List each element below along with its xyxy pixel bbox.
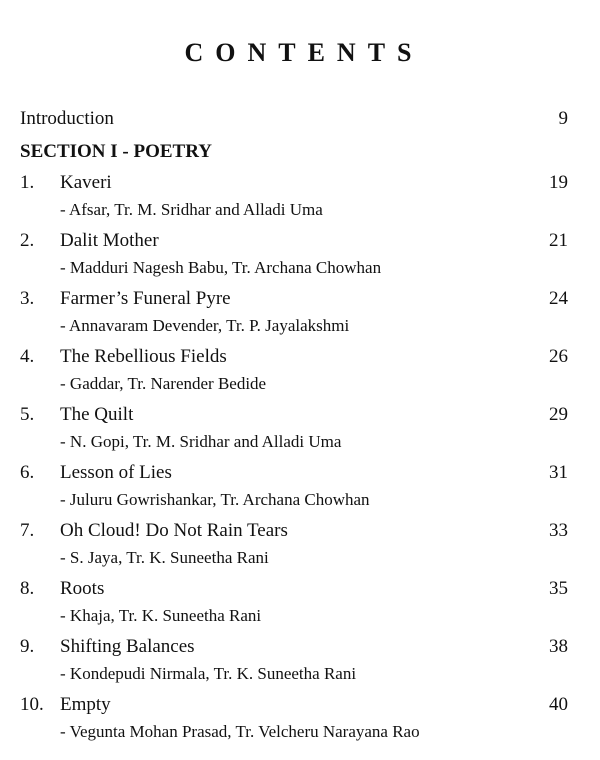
toc-entry <box>20 288 568 346</box>
entry-page-number: 31 <box>549 462 568 483</box>
toc-entry <box>20 346 568 404</box>
entry-page-number: 38 <box>549 636 568 657</box>
toc-entry <box>20 230 568 288</box>
entry-number: 10. <box>20 694 44 715</box>
entry-title: Shifting Balances <box>60 636 195 657</box>
entry-credit: - Gaddar, Tr. Narender Bedide <box>60 374 267 393</box>
toc-entry <box>20 578 568 636</box>
entry-title: The Rebellious Fields <box>60 346 227 367</box>
entry-title: Lesson of Lies <box>60 462 172 483</box>
entry-title: Empty <box>60 694 111 715</box>
entry-title: The Quilt <box>60 404 134 425</box>
entry-number: 3. <box>20 288 35 309</box>
entry-credit: - S. Jaya, Tr. K. Suneetha Rani <box>60 548 269 567</box>
toc-entry <box>20 462 568 520</box>
entry-credit: - Madduri Nagesh Babu, Tr. Archana Chowhan <box>60 258 382 277</box>
entry-page-number: 21 <box>549 230 568 251</box>
entry-page-number: 33 <box>549 520 568 541</box>
entry-number: 7. <box>20 520 35 541</box>
entry-title: Roots <box>60 578 105 599</box>
entry-number: 1. <box>20 172 35 193</box>
entry-title: Farmer’s Funeral Pyre <box>60 288 231 309</box>
entry-credit: - Juluru Gowrishankar, Tr. Archana Chowhan <box>60 490 370 509</box>
entry-credit: - N. Gopi, Tr. M. Sridhar and Alladi Uma <box>60 432 342 451</box>
toc-entry <box>20 172 568 230</box>
toc-entry <box>20 520 568 578</box>
entry-title: Dalit Mother <box>60 230 159 251</box>
entry-number: 2. <box>20 230 35 251</box>
toc-entry <box>20 404 568 462</box>
entry-number: 4. <box>20 346 35 367</box>
page-title: CONTENTS <box>184 38 424 67</box>
toc-introduction-label: Introduction <box>20 108 114 129</box>
entry-number: 8. <box>20 578 35 599</box>
entry-number: 6. <box>20 462 35 483</box>
entry-title: Kaveri <box>60 172 112 193</box>
entry-credit: - Afsar, Tr. M. Sridhar and Alladi Uma <box>60 200 323 219</box>
entry-page-number: 35 <box>549 578 568 599</box>
entry-page-number: 19 <box>549 172 568 193</box>
toc-entries <box>20 172 568 752</box>
toc-entry <box>20 694 568 752</box>
section-heading: SECTION I - POETRY <box>20 141 213 162</box>
toc-introduction-row <box>20 108 568 134</box>
entry-page-number: 40 <box>549 694 568 715</box>
entry-credit: - Vegunta Mohan Prasad, Tr. Velcheru Narayana Rao <box>60 722 420 741</box>
toc-introduction-page: 9 <box>558 108 568 129</box>
entry-credit: - Khaja, Tr. K. Suneetha Rani <box>60 606 262 625</box>
entry-number: 9. <box>20 636 35 657</box>
entry-credit: - Kondepudi Nirmala, Tr. K. Suneetha Rani <box>60 664 357 683</box>
entry-title: Oh Cloud! Do Not Rain Tears <box>60 520 288 541</box>
entry-credit: - Annavaram Devender, Tr. P. Jayalakshmi <box>60 316 350 335</box>
entry-page-number: 26 <box>549 346 568 367</box>
entry-number: 5. <box>20 404 35 425</box>
entry-page-number: 24 <box>549 288 568 309</box>
entry-page-number: 29 <box>549 404 568 425</box>
toc-entry <box>20 636 568 694</box>
